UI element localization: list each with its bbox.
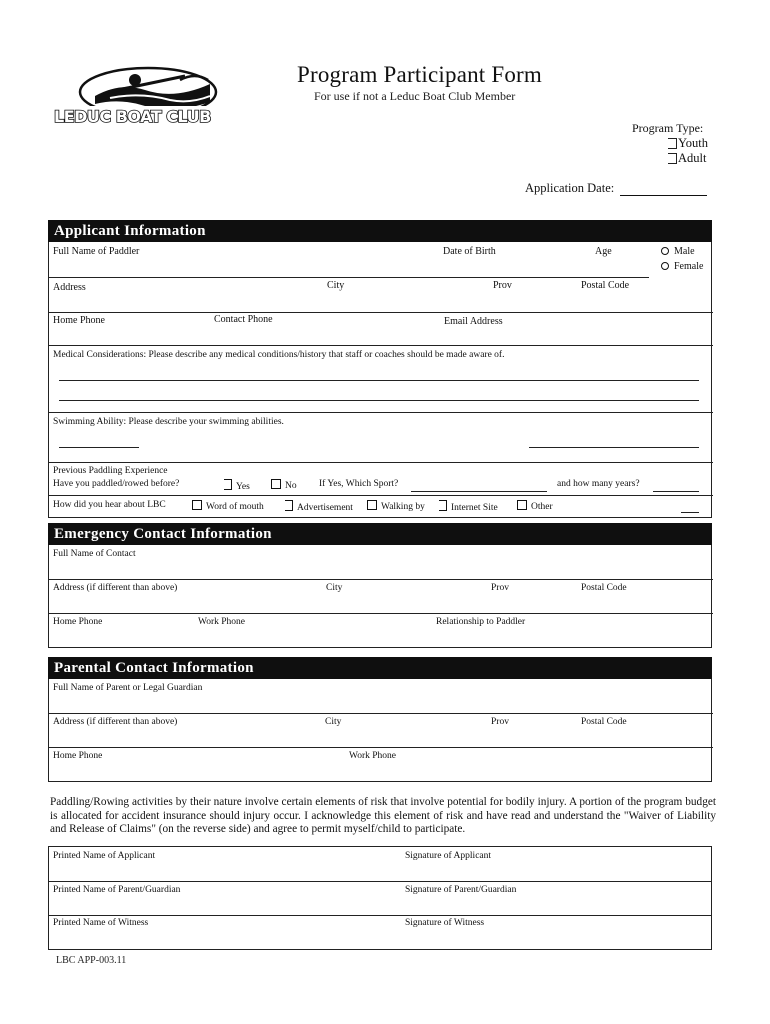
parent-home-phone-label: Home Phone bbox=[53, 751, 103, 761]
swimming-label: Swimming Ability: Please describe your swimming abilities. bbox=[53, 417, 284, 427]
swimming-line-a[interactable] bbox=[59, 447, 139, 448]
hear-word-of-mouth[interactable]: Word of mouth bbox=[192, 500, 264, 512]
emergency-work-phone-label: Work Phone bbox=[198, 617, 245, 627]
page-subtitle: For use if not a Leduc Boat Club Member bbox=[314, 89, 516, 103]
emergency-home-phone-label: Home Phone bbox=[53, 617, 103, 627]
city-label: City bbox=[327, 280, 345, 291]
male-option[interactable]: Male bbox=[661, 246, 695, 257]
emergency-full-name-label: Full Name of Contact bbox=[53, 549, 136, 559]
form-code: LBC APP-003.11 bbox=[56, 955, 127, 966]
applicant-section bbox=[48, 242, 712, 518]
emergency-postal-label: Postal Code bbox=[581, 583, 627, 593]
hear-walking-by[interactable]: Walking by bbox=[367, 500, 425, 512]
hear-other[interactable]: Other bbox=[517, 500, 553, 512]
previous-experience-label: Previous Paddling Experience bbox=[53, 466, 168, 476]
medical-label: Medical Considerations: Please describe any medical conditions/history that staff or coaches should be made aware of. bbox=[53, 350, 505, 360]
other-checkbox[interactable] bbox=[517, 500, 527, 510]
emergency-section-heading: Emergency Contact Information bbox=[48, 523, 712, 545]
relationship-label: Relationship to Paddler bbox=[436, 617, 526, 627]
page-title: Program Participant Form bbox=[297, 62, 542, 87]
row-divider bbox=[49, 747, 713, 748]
have-paddled-label: Have you paddled/rowed before? bbox=[53, 479, 180, 489]
row-divider bbox=[49, 312, 713, 313]
parental-section bbox=[48, 679, 712, 782]
other-field[interactable] bbox=[681, 512, 699, 513]
emergency-prov-label: Prov bbox=[491, 583, 509, 593]
youth-label: Youth bbox=[678, 136, 708, 150]
row-divider bbox=[49, 579, 713, 580]
parent-full-name-label: Full Name of Parent or Legal Guardian bbox=[53, 683, 203, 693]
parent-address-label: Address (if different than above) bbox=[53, 717, 178, 727]
applicant-section-heading: Applicant Information bbox=[48, 220, 712, 242]
word-of-mouth-checkbox[interactable] bbox=[192, 500, 202, 510]
dob-label: Date of Birth bbox=[443, 246, 496, 257]
leduc-boat-club-logo bbox=[50, 62, 240, 126]
male-radio[interactable] bbox=[661, 247, 669, 255]
waiver-paragraph: Paddling/Rowing activities by their nature involve certain elements of risk that involve potential for bodily injury. A portion of the program budget is allocated for accident insurance should injury occur. I acknowledge this element of risk and have read and understand the "Waiver of Liability and Release of Claims" (on the reverse side) and agree to permit myself/child to participate. bbox=[50, 796, 716, 835]
advertisement-checkbox[interactable] bbox=[285, 500, 293, 511]
row-divider bbox=[49, 462, 713, 463]
sig-applicant-label: Signature of Applicant bbox=[405, 851, 492, 861]
how-many-years-label: and how many years? bbox=[557, 479, 640, 489]
signature-table bbox=[48, 846, 712, 950]
printed-applicant-label: Printed Name of Applicant bbox=[53, 851, 156, 861]
row-divider bbox=[49, 345, 713, 346]
parental-section-heading: Parental Contact Information bbox=[48, 657, 712, 679]
program-type-label: Program Type: bbox=[632, 121, 704, 135]
address-label: Address bbox=[53, 282, 86, 293]
adult-label: Adult bbox=[678, 151, 707, 165]
parent-prov-label: Prov bbox=[491, 717, 509, 727]
which-sport-label: If Yes, Which Sport? bbox=[319, 479, 399, 489]
program-type-youth[interactable] bbox=[668, 136, 708, 151]
yes-option[interactable]: Yes bbox=[224, 479, 250, 492]
row-divider bbox=[49, 495, 713, 496]
hear-advertisement[interactable]: Advertisement bbox=[285, 500, 353, 513]
application-date bbox=[525, 181, 707, 196]
female-option[interactable]: Female bbox=[661, 261, 703, 272]
swimming-line-b[interactable] bbox=[529, 447, 699, 448]
which-sport-field[interactable] bbox=[411, 491, 547, 492]
emergency-city-label: City bbox=[326, 583, 343, 593]
medical-line-2[interactable] bbox=[59, 400, 699, 401]
parent-postal-label: Postal Code bbox=[581, 717, 627, 727]
walking-by-checkbox[interactable] bbox=[367, 500, 377, 510]
yes-checkbox[interactable] bbox=[224, 479, 232, 490]
row-divider bbox=[49, 881, 711, 882]
row-divider bbox=[49, 713, 713, 714]
home-phone-label: Home Phone bbox=[53, 315, 105, 326]
hear-about-label: How did you hear about LBC bbox=[53, 500, 166, 510]
adult-checkbox[interactable] bbox=[668, 153, 677, 164]
medical-line-1[interactable] bbox=[59, 380, 699, 381]
sig-parent-label: Signature of Parent/Guardian bbox=[405, 885, 517, 895]
age-label: Age bbox=[595, 246, 612, 257]
no-option[interactable]: No bbox=[271, 479, 297, 491]
female-radio[interactable] bbox=[661, 262, 669, 270]
internet-site-checkbox[interactable] bbox=[439, 500, 447, 511]
program-type-adult[interactable] bbox=[668, 151, 706, 166]
full-name-paddler-label: Full Name of Paddler bbox=[53, 246, 140, 257]
youth-checkbox[interactable] bbox=[668, 138, 677, 149]
application-date-label: Application Date: bbox=[525, 181, 615, 195]
sig-witness-label: Signature of Witness bbox=[405, 918, 485, 928]
row-divider bbox=[49, 915, 711, 916]
logo-text: LEDUC BOAT CLUB bbox=[54, 107, 211, 126]
printed-witness-label: Printed Name of Witness bbox=[53, 918, 149, 928]
parent-work-phone-label: Work Phone bbox=[349, 751, 396, 761]
application-date-field[interactable] bbox=[620, 184, 707, 196]
row-divider bbox=[49, 613, 713, 614]
row-divider bbox=[49, 277, 649, 278]
emergency-address-label: Address (if different than above) bbox=[53, 583, 178, 593]
parent-city-label: City bbox=[325, 717, 342, 727]
emergency-section bbox=[48, 545, 712, 648]
how-many-years-field[interactable] bbox=[653, 491, 699, 492]
postal-code-label: Postal Code bbox=[581, 280, 630, 291]
row-divider bbox=[49, 412, 713, 413]
no-checkbox[interactable] bbox=[271, 479, 281, 489]
prov-label: Prov bbox=[493, 280, 512, 291]
printed-parent-label: Printed Name of Parent/Guardian bbox=[53, 885, 181, 895]
hear-internet-site[interactable]: Internet Site bbox=[439, 500, 498, 513]
contact-phone-label: Contact Phone bbox=[214, 314, 273, 325]
email-label: Email Address bbox=[444, 316, 503, 327]
